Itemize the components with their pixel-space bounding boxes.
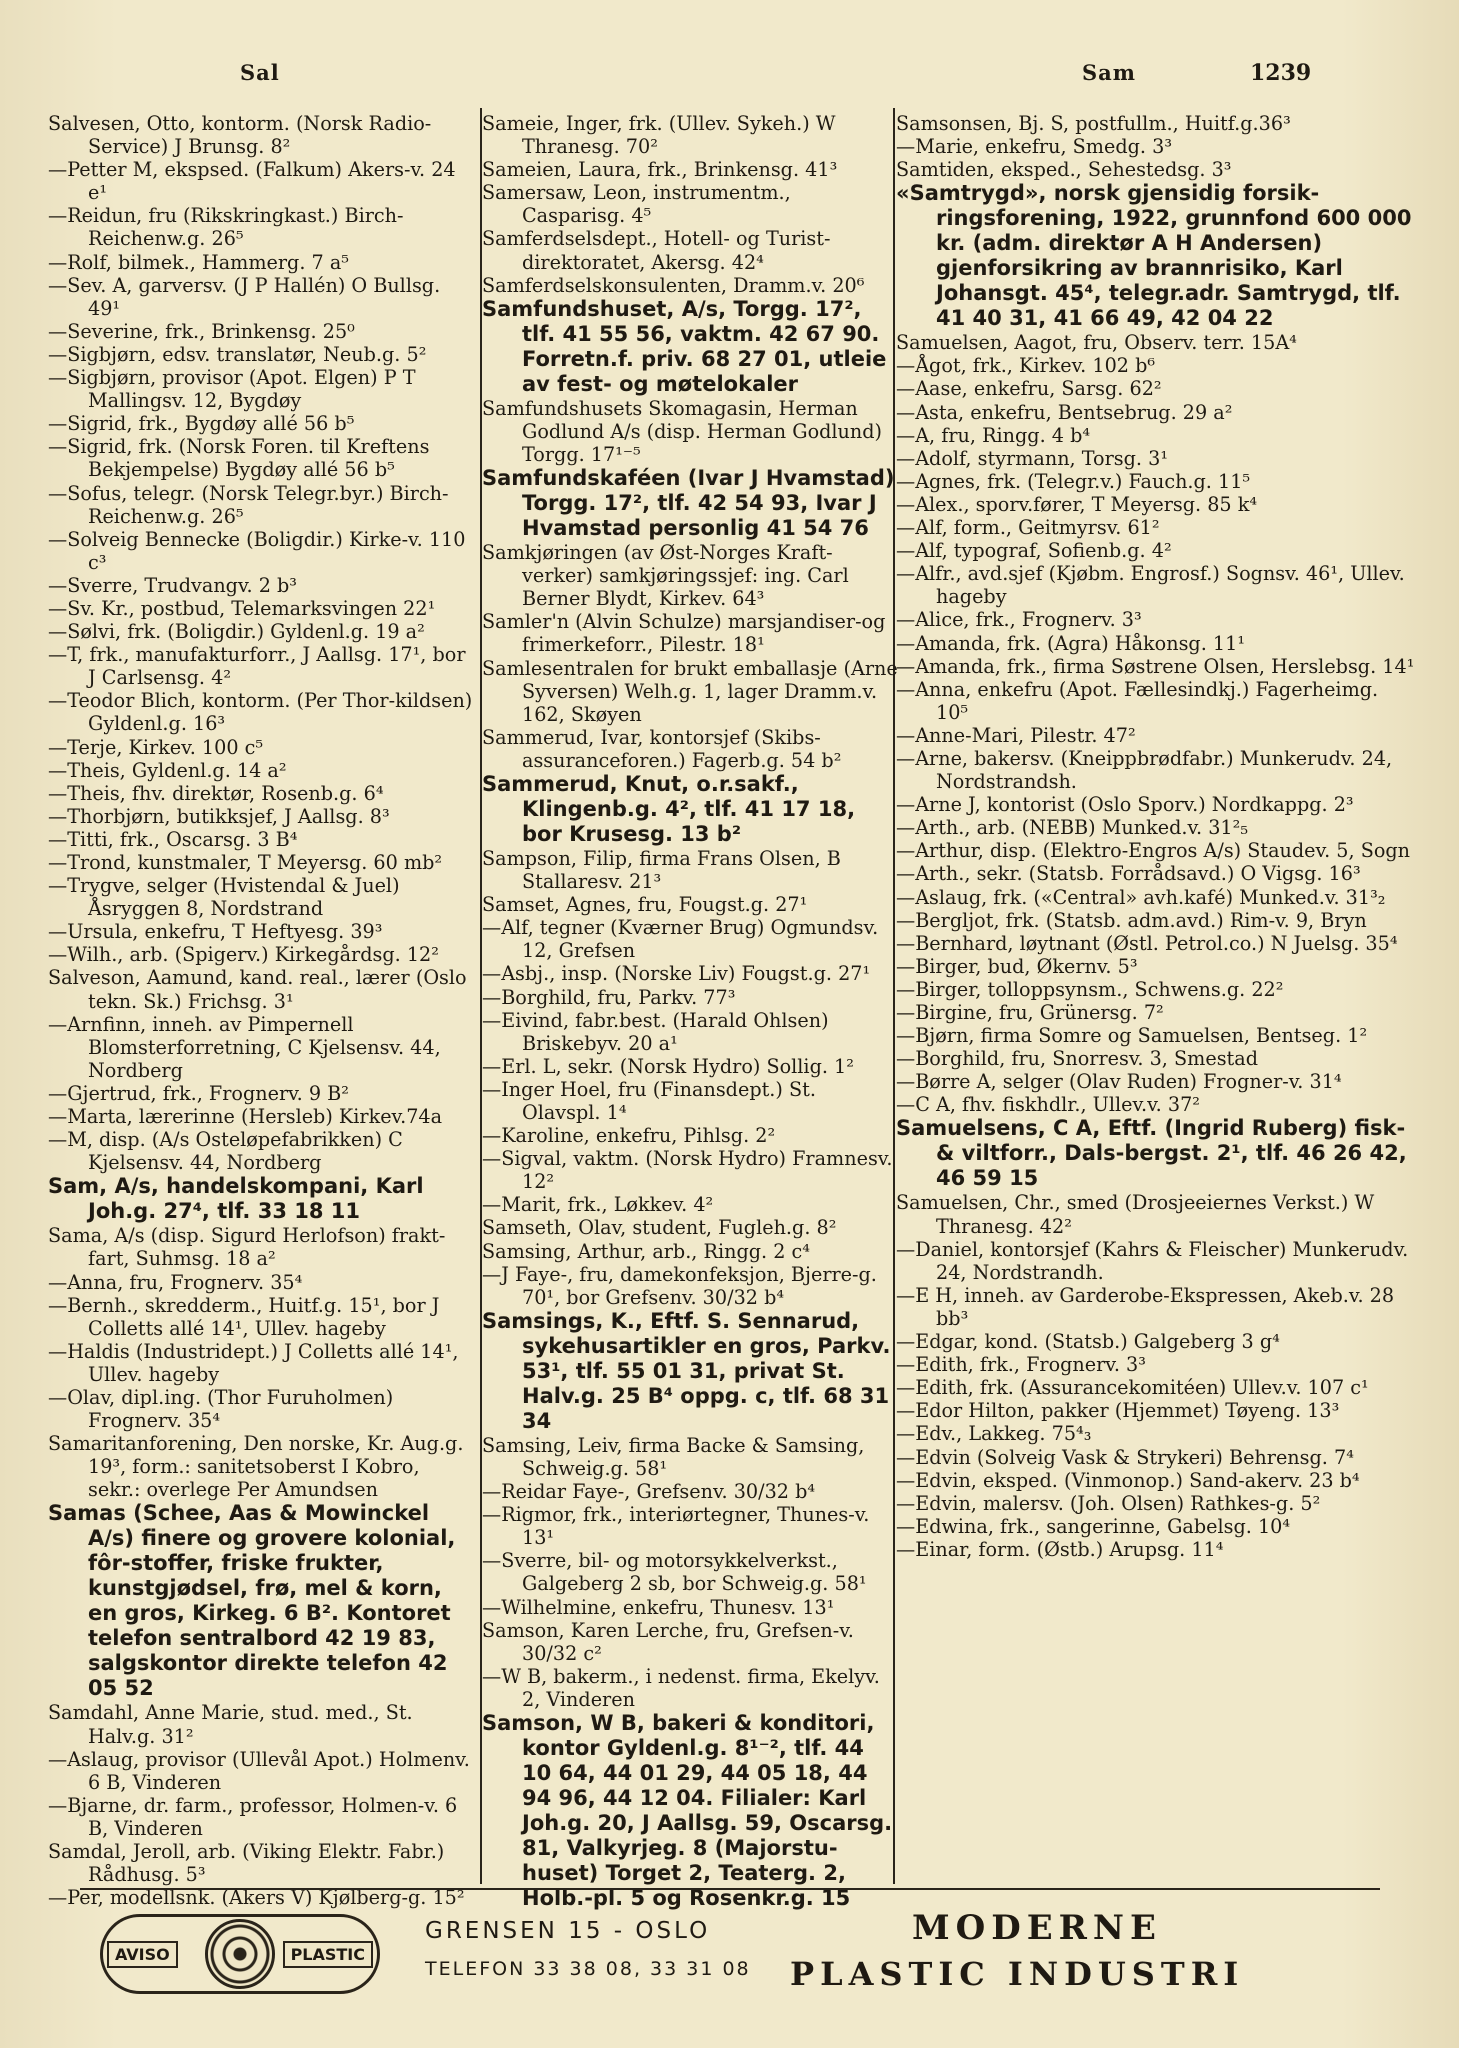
directory-entry: —J Faye-, fru, damekonfeksjon, Bjerre-g. 70¹, bor Grefsenv. 30/32 b⁴ (482, 1262, 877, 1309)
directory-entry: —Adolf, styrmann, Torsg. 3¹ (896, 446, 1169, 470)
directory-entry: —Teodor Blich, kontorm. (Per Thor-kildsen) Gyldenl.g. 16³ (48, 689, 473, 736)
directory-entry: Samseth, Olav, student, Fugleh.g. 8² (482, 1216, 837, 1240)
directory-entry: —Ursula, enkefru, T Heftyesg. 39³ (48, 920, 383, 944)
directory-entry: —Marit, frk., Løkkev. 4² (482, 1193, 714, 1217)
directory-entry: —Borghild, fru, Parkv. 77³ (482, 985, 736, 1009)
directory-entry: —Sigrid, frk. (Norsk Foren. til Kreftens Bekjempelse) Bygdøy allé 56 b⁵ (48, 435, 430, 482)
directory-entry: —E H, inneh. av Garderobe-Ekspressen, Akeb.v. 28 bb³ (896, 1283, 1395, 1330)
directory-entry: —Petter M, ekspsed. (Falkum) Akers-v. 24 e¹ (48, 158, 456, 205)
directory-entry: —Amanda, frk., firma Søstrene Olsen, Herslebsg. 14¹ (896, 654, 1415, 678)
directory-entry: —Asta, enkefru, Bentsebrug. 29 a² (896, 400, 1233, 424)
directory-entry: —Reidun, fru (Rikskringkast.) Birch-Reichenw.g. 26⁵ (48, 204, 404, 251)
directory-entry: —Aslaug, provisor (Ullevål Apot.) Holmenv. 6 B, Vinderen (48, 1747, 470, 1794)
directory-entry: —Edvin, eksped. (Vinmonop.) Sand-akerv. 23 b⁴ (896, 1468, 1360, 1492)
directory-entry: Samler'n (Alvin Schulze) marsjandiser-og frimerkeforr., Pilestr. 18¹ (482, 610, 886, 657)
directory-entry: —Sølvi, frk. (Boligdir.) Gyldenl.g. 19 a² (48, 620, 425, 644)
directory-entry: —Arnfinn, inneh. av Pimpernell Blomsterforretning, C Kjelsensv. 44, Nordberg (48, 1012, 441, 1082)
directory-entry: —Inger Hoel, fru (Finansdept.) St. Olavspl. 1⁴ (482, 1077, 816, 1124)
directory-entry: —Sigval, vaktm. (Norsk Hydro) Framnesv. 12² (482, 1147, 893, 1194)
directory-entry: —Alf, form., Geitmyrsv. 61² (896, 516, 1160, 540)
directory-entry: —Birgine, fru, Grünersg. 7² (896, 1001, 1164, 1024)
directory-entry: —Arthur, disp. (Elektro-Engros A/s) Staudev. 5, Sogn (896, 839, 1411, 863)
footer-divider (80, 1888, 1380, 1890)
directory-entry: Salveson, Aamund, kand. real., lærer (Oslo tekn. Sk.) Frichsg. 3¹ (48, 966, 467, 1013)
directory-entry: —Einar, form. (Østb.) Arupsg. 11⁴ (896, 1537, 1224, 1561)
directory-entry: —Daniel, kontorsjef (Kahrs & Fleischer) Munkerudv. 24, Nordstrandh. (896, 1237, 1409, 1284)
directory-entry: —Erl. L, sekr. (Norsk Hydro) Sollig. 1² (482, 1054, 854, 1078)
page-number: 1239 (1250, 60, 1312, 86)
directory-entry: —Solveig Bennecke (Boligdir.) Kirke-v. 110 c³ (48, 527, 466, 574)
directory-entry: —Theis, fhv. direktør, Rosenb.g. 6⁴ (48, 781, 384, 805)
directory-entry: —Haldis (Industridept.) J Colletts allé 14¹, Ullev. hageby (48, 1339, 459, 1386)
directory-entry: Samlesentralen for brukt emballasje (Arne Syversen) Welh.g. 1, lager Dramm.v. 162, Skøyen (482, 656, 898, 726)
directory-entry: Sampson, Filip, firma Frans Olsen, B Stallaresv. 21³ (482, 846, 841, 894)
directory-entry: —Anne-Mari, Pilestr. 47² (896, 723, 1136, 747)
directory-entry: —Borghild, fru, Snorresv. 3, Smestad (896, 1047, 1258, 1071)
directory-entry: —Amanda, frk. (Agra) Håkonsg. 11¹ (896, 631, 1246, 655)
directory-entry: Samsing, Arthur, arb., Ringg. 2 c⁴ (482, 1239, 810, 1263)
directory-entry: Samson, Karen Lerche, fru, Grefsen-v. 30/32 c² (482, 1618, 854, 1665)
directory-entry: Samuelsen, Aagot, fru, Observ. terr. 15A⁴ (896, 331, 1297, 355)
directory-entry: —Gjertrud, frk., Frognerv. 9 B² (48, 1081, 349, 1105)
directory-entry: —Sverre, bil- og motorsykkelverkst., Galgeberg 2 sb, bor Schweig.g. 58¹ (482, 1549, 867, 1596)
directory-entry: —Bjørn, firma Somre og Samuelsen, Bentseg. 1² (896, 1024, 1368, 1048)
directory-entry: —Arth., arb. (NEBB) Munked.v. 31²₅ (896, 816, 1249, 840)
directory-entry: —Aslaug, frk. («Central» avh.kafé) Munked.v. 31³₂ (896, 885, 1386, 909)
directory-entry: —Alf, typograf, Sofienb.g. 4² (896, 539, 1172, 563)
directory-column-1 (48, 112, 476, 1910)
directory-entry: —Edvin (Solveig Vask & Strykeri) Behrensg. 7⁴ (896, 1445, 1354, 1469)
directory-entry: —Edv., Lakkeg. 75⁴₃ (896, 1422, 1092, 1446)
directory-entry: —Edith, frk. (Assurancekomitéen) Ullev.v. 107 c¹ (896, 1376, 1369, 1400)
directory-entry: —Alfr., avd.sjef (Kjøbm. Engrosf.) Sognsv. 46¹, Ullev. hageby (896, 562, 1405, 609)
directory-entry: —Aase, enkefru, Sarsg. 62² (896, 377, 1162, 401)
directory-entry: —Birger, tolloppsynsm., Schwens.g. 22² (896, 977, 1284, 1001)
directory-entry: —A, fru, Ringg. 4 b⁴ (896, 423, 1091, 447)
directory-entry: Samfundshusets Skomagasin, Herman Godlund A/s (disp. Herman Godlund) Torgg. 17¹⁻⁵ (482, 396, 883, 466)
directory-entry: Samsing, Leiv, firma Backe & Samsing, Schweig.g. 58¹ (482, 1433, 865, 1480)
directory-entry: Samfundskaféen (Ivar J Hvamstad) Torgg. 17², tlf. 42 54 93, Ivar J Hvamstad personlig 41 54 76 (482, 466, 895, 541)
directory-entry: Samdal, Jeroll, arb. (Viking Elektr. Fabr.) Rådhusg. 5³ (48, 1840, 445, 1887)
directory-entry: Sameien, Laura, frk., Brinkensg. 41³ (482, 158, 838, 182)
directory-entry: —Per, modellsnk. (Akers V) Kjølberg-g. 15² (48, 1886, 465, 1910)
ad-company-name-line2: PLASTIC INDUSTRI (790, 1955, 1245, 1993)
directory-entry: —Alex., sporv.fører, T Meyersg. 85 k⁴ (896, 492, 1258, 516)
directory-entry: Samuelsens, C A, Eftf. (Ingrid Ruberg) fisk- & viltforr., Dals-bergst. 2¹, tlf. 46 26 42, 46 59 15 (896, 1116, 1407, 1191)
directory-entry: —Bjarne, dr. farm., professor, Holmen-v. 6 B, Vinderen (48, 1793, 458, 1840)
directory-entry: —Sigbjørn, provisor (Apot. Elgen) P T Mallingsv. 12, Bygdøy (48, 366, 416, 413)
logo-label-right: PLASTIC (283, 1941, 373, 1968)
directory-entry: —Sev. A, garversv. (J P Hallén) O Bullsg. 49¹ (48, 273, 441, 320)
directory-entry: —Thorbjørn, butikksjef, J Aallsg. 8³ (48, 804, 390, 828)
directory-entry: —Edgar, kond. (Statsb.) Galgeberg 3 g⁴ (896, 1330, 1280, 1354)
directory-entry: Samdahl, Anne Marie, stud. med., St. Halv.g. 31² (48, 1701, 413, 1748)
directory-entry: —Edor Hilton, pakker (Hjemmet) Tøyeng. 13³ (896, 1399, 1340, 1423)
directory-entry: Samtiden, eksped., Sehestedsg. 3³ (896, 158, 1232, 182)
directory-entry: Samson, W B, bakeri & konditori, kontor Gyldenl.g. 8¹⁻², tlf. 44 10 64, 44 01 29, 44 05 18, 44 94 96, 44 12 04. Filialer: Karl Joh.g. 20, J Aallsg. 59, Oscarsg. 81, Valkyrjeg. 8 (Majorstu-huset) Torget 2, Teaterg. 2, Holb.-pl. 5 og Rosenkr.g. 15 (482, 1710, 893, 1910)
directory-entry: Samfundshuset, A/s, Torgg. 17², tlf. 41 55 56, vaktm. 42 67 90. Forretn.f. priv. 68 27 01, utleie av fest- og møtelokaler (482, 296, 887, 396)
directory-entry: Salvesen, Otto, kontorm. (Norsk Radio-Service) J Brunsg. 8² (48, 112, 432, 159)
ad-company-name-line1: MODERNE (912, 1908, 1162, 1948)
directory-entry: —Marie, enkefru, Smedg. 3³ (896, 135, 1173, 159)
running-head-right: Sam (1082, 60, 1136, 85)
directory-entry: —Rolf, bilmek., Hammerg. 7 a⁵ (48, 250, 349, 274)
directory-entry: —T, frk., manufakturforr., J Aallsg. 17¹, bor J Carlsensg. 4² (48, 643, 466, 690)
directory-entry: —Trygve, selger (Hvistendal & Juel) Åsryggen 8, Nordstrand (48, 874, 400, 921)
directory-entry: Samsings, K., Eftf. S. Sennarud, sykehusartikler en gros, Parkv. 53¹, tlf. 55 01 31, privat St. Halv.g. 25 B⁴ oppg. c, tlf. 68 31 34 (482, 1308, 891, 1433)
directory-entry: —Sofus, telegr. (Norsk Telegr.byr.) Birch-Reichenw.g. 26⁵ (48, 481, 449, 528)
directory-entry: Sam, A/s, handelskompani, Karl Joh.g. 27⁴, tlf. 33 18 11 (48, 1174, 424, 1224)
directory-entry: —Olav, dipl.ing. (Thor Furuholmen) Frognerv. 35⁴ (48, 1385, 394, 1433)
directory-entry: —Børre A, selger (Olav Ruden) Frogner-v. 31⁴ (896, 1070, 1342, 1094)
ad-address: GRENSEN 15 - OSLO (425, 1918, 711, 1944)
directory-entry: —Anna, fru, Frognerv. 35⁴ (48, 1270, 303, 1294)
directory-entry: Samas (Schee, Aas & Mowinckel A/s) finere og grovere kolonial, fôr-stoffer, friske frukter, kunstgjødsel, frø, mel & korn, en gros, Kirkeg. 6 B². Kontoret telefon sentralbord 42 19 83, salgskontor direkte telefon 42 05 52 (48, 1501, 456, 1701)
directory-entry: —Wilhelmine, enkefru, Thunesv. 13¹ (482, 1595, 835, 1619)
directory-entry: —Trond, kunstmaler, T Meyersg. 60 mb² (48, 851, 443, 874)
directory-entry: —Sverre, Trudvangv. 2 b³ (48, 573, 297, 597)
directory-entry: —Terje, Kirkev. 100 c⁵ (48, 735, 264, 759)
directory-entry: Sammerud, Ivar, kontorsjef (Skibs-assuranceforen.) Fagerb.g. 54 b² (482, 725, 842, 772)
directory-entry: —Reidar Faye-, Grefsenv. 30/32 b⁴ (482, 1480, 816, 1504)
ad-phone: TELEFON 33 38 08, 33 31 08 (425, 1958, 751, 1980)
directory-entry: —Arne J, kontorist (Oslo Sporv.) Nordkappg. 2³ (896, 793, 1354, 817)
record-disc-icon (205, 1919, 275, 1989)
directory-entry: Samferdselsdept., Hotell- og Turist-direktoratet, Akersg. 42⁴ (482, 227, 831, 274)
directory-entry: «Samtrygd», norsk gjensidig forsik-ringsforening, 1922, grunnfond 600 000 kr. (adm. direktør A H Andersen) gjenforsikring av brannrisiko, Karl Johansgt. 45⁴, telegr.adr. Samtrygd, tlf. 41 40 31, 41 66 49, 42 04 22 (896, 181, 1412, 331)
directory-entry: —Ågot, frk., Kirkev. 102 b⁶ (896, 354, 1156, 378)
directory-entry: —Marta, lærerinne (Hersleb) Kirkev.74a (48, 1105, 443, 1129)
directory-entry: —Asbj., insp. (Norske Liv) Fougst.g. 27¹ (482, 962, 871, 986)
logo-label-left: AVISO (107, 1941, 178, 1968)
directory-entry: —Titti, frk., Oscarsg. 3 B⁴ (48, 827, 298, 851)
directory-entry: —Edith, frk., Frognerv. 3³ (896, 1353, 1146, 1377)
directory-entry: Samaritanforening, Den norske, Kr. Aug.g. 19³, form.: sanitetsoberst I Kobro, sekr.: overlege Per Amundsen (48, 1432, 464, 1502)
directory-entry: —Eivind, fabr.best. (Harald Ohlsen) Briskebyv. 20 a¹ (482, 1008, 829, 1055)
directory-entry: Sammerud, Knut, o.r.sakf., Klingenb.g. 4², tlf. 41 17 18, bor Krusesg. 13 b² (482, 771, 856, 846)
directory-entry: —Rigmor, frk., interiørtegner, Thunes-v. 13¹ (482, 1503, 870, 1550)
directory-entry: —Sigbjørn, edsv. translatør, Neub.g. 5² (48, 342, 427, 366)
directory-entry: Samersaw, Leon, instrumentm., Casparisg. 4⁵ (482, 181, 791, 228)
directory-entry: —C A, fhv. fiskhdlr., Ullev.v. 37² (896, 1093, 1200, 1117)
directory-entry: Sameie, Inger, frk. (Ullev. Sykeh.) W Thranesg. 70² (482, 112, 836, 159)
running-head-left: Sal (240, 60, 280, 85)
directory-column-3 (896, 112, 1416, 1887)
directory-entry: —Sigrid, frk., Bygdøy allé 56 b⁵ (48, 412, 355, 436)
directory-entry: —Bernhard, løytnant (Østl. Petrol.co.) N Juelsg. 35⁴ (896, 931, 1398, 955)
directory-entry: —Agnes, frk. (Telegr.v.) Fauch.g. 11⁵ (896, 469, 1251, 493)
directory-entry: —M, disp. (A/s Osteløpefabrikken) C Kjelsensv. 44, Nordberg (48, 1128, 403, 1175)
directory-entry: —Arne, bakersv. (Kneippbrødfabr.) Munkerudv. 24, Nordstrandsh. (896, 746, 1393, 794)
directory-entry: —Sv. Kr., postbud, Telemarksvingen 22¹ (48, 596, 436, 620)
directory-entry: Samferdselskonsulenten, Dramm.v. 20⁶ (482, 273, 865, 297)
directory-entry: Samuelsen, Chr., smed (Drosjeeiernes Verkst.) W Thranesg. 42² (896, 1191, 1375, 1238)
advertisement (0, 1900, 1459, 2020)
directory-entry: Samset, Agnes, fru, Fougst.g. 27¹ (482, 893, 808, 917)
directory-entry: —Birger, bud, Økernv. 5³ (896, 954, 1138, 978)
directory-entry: —Edvin, malersv. (Joh. Olsen) Rathkes-g. 5² (896, 1491, 1321, 1515)
directory-entry: —Arth., sekr. (Statsb. Forrådsavd.) O Vigsg. 16³ (896, 862, 1361, 886)
directory-column-2 (482, 112, 900, 1910)
directory-entry: —Bergljot, frk. (Statsb. adm.avd.) Rim-v. 9, Bryn (896, 908, 1367, 932)
directory-entry: Sama, A/s (disp. Sigurd Herlofson) frakt-fart, Suhmsg. 18 a² (48, 1224, 446, 1271)
directory-entry: —Wilh., arb. (Spigerv.) Kirkegårdsg. 12² (48, 943, 439, 967)
directory-entry: —Edwina, frk., sangerinne, Gabelsg. 10⁴ (896, 1514, 1291, 1538)
directory-entry: —Severine, frk., Brinkensg. 25⁰ (48, 319, 355, 343)
directory-entry: —W B, bakerm., i nedenst. firma, Ekelyv. 2, Vinderen (482, 1664, 880, 1711)
directory-entry: —Anna, enkefru (Apot. Fællesindkj.) Fagerheimg. 10⁵ (896, 677, 1379, 724)
aviso-plastic-logo (100, 1914, 380, 1994)
directory-entry: —Alf, tegner (Kværner Brug) Ogmundsv. 12, Grefsen (482, 916, 879, 963)
directory-entry: —Karoline, enkefru, Pihlsg. 2² (482, 1124, 776, 1148)
directory-entry: Samsonsen, Bj. S, postfullm., Huitf.g.36³ (896, 112, 1291, 135)
directory-entry: —Theis, Gyldenl.g. 14 a² (48, 758, 287, 782)
directory-entry: —Bernh., skredderm., Huitf.g. 15¹, bor J Colletts allé 14¹, Ullev. hageby (48, 1293, 440, 1340)
directory-entry: Samkjøringen (av Øst-Norges Kraft-verker) samkjøringssjef: ing. Carl Berner Blydt, Kirkev. 64³ (482, 541, 849, 611)
directory-entry: —Alice, frk., Frognerv. 3³ (896, 608, 1142, 632)
